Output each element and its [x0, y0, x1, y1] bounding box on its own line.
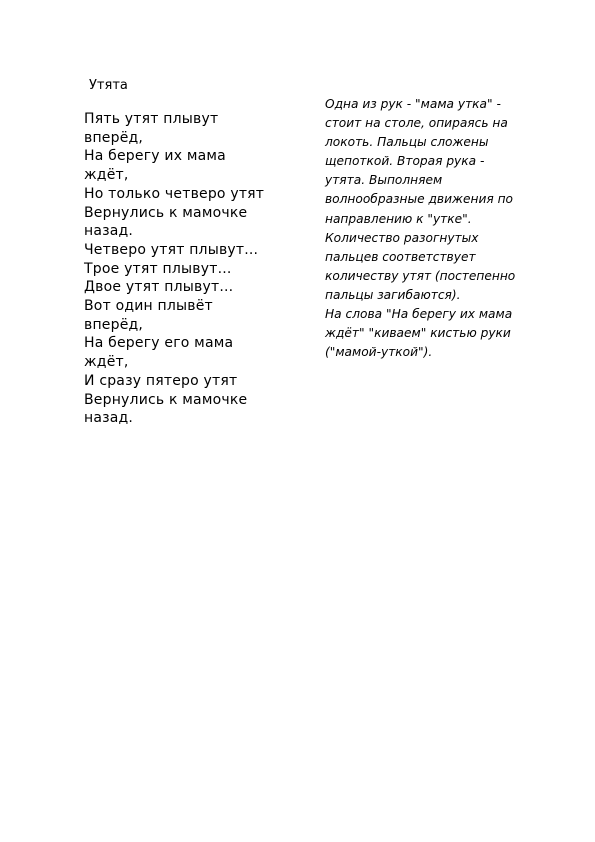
poem-text: [84, 110, 314, 428]
poem-line: Но только четверо утят: [84, 185, 265, 202]
poem-line: Четверо утят плывут...: [84, 241, 259, 258]
poem-line: вперёд,: [84, 316, 144, 333]
instructions-text: [325, 95, 565, 362]
poem-line: назад.: [84, 410, 134, 427]
instruction-line: щепоткой. Вторая рука -: [325, 154, 485, 169]
poem-line: Двое утят плывут...: [84, 279, 234, 296]
instruction-line: локоть. Пальцы сложены: [325, 135, 489, 150]
instruction-line: ("мамой-уткой").: [325, 345, 433, 360]
poem-line: вперёд,: [84, 129, 144, 146]
poem-line: Вернулись к мамочке: [84, 391, 248, 408]
poem-line: ждёт,: [84, 354, 129, 371]
instruction-line: пальцев соответствует: [325, 249, 476, 264]
instruction-line: стоит на столе, опираясь на: [325, 116, 508, 131]
poem-line: назад.: [84, 223, 134, 240]
poem-line: Вернулись к мамочке: [84, 204, 248, 221]
instruction-line: пальцы загибаются).: [325, 287, 461, 302]
instruction-line: Одна из рук - "мама утка" -: [325, 97, 501, 111]
instruction-line: количеству утят (постепенно: [325, 268, 516, 283]
instruction-line: Количество разогнутых: [325, 230, 479, 245]
poem-line: ждёт,: [84, 167, 129, 184]
poem-line: И сразу пятеро утят: [84, 372, 238, 389]
poem-line: Вот один плывёт: [84, 298, 213, 315]
poem-line: Пять утят плывут: [84, 111, 219, 127]
instruction-line: направлению к "утке".: [325, 211, 472, 226]
instruction-line: утята. Выполняем: [325, 173, 443, 188]
instruction-line: волнообразные движения по: [325, 192, 514, 207]
instruction-line: На слова "На берегу их мама: [325, 307, 513, 322]
poem-line: На берегу его мама: [84, 335, 234, 352]
poem-line: На берегу их мама: [84, 148, 226, 165]
document-title: Утята: [89, 78, 128, 93]
poem-line: Трое утят плывут...: [84, 260, 232, 277]
instruction-line: ждёт" "киваем" кистью руки: [325, 326, 511, 341]
